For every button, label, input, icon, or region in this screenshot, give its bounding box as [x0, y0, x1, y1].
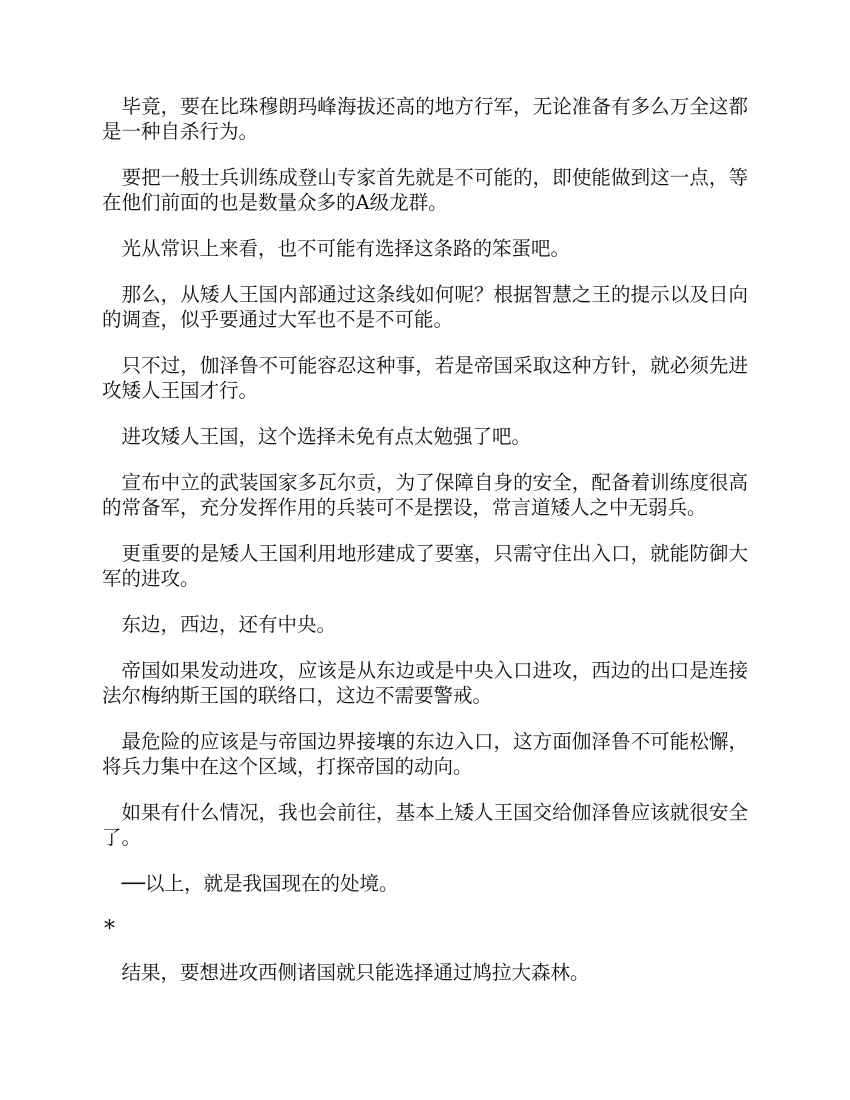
- paragraph: 宣布中立的武装国家多瓦尔贡，为了保障自身的安全，配备着训练度很高的常备军，充分发挥作用的兵装可不是摆设，常言道矮人之中无弱兵。: [102, 471, 748, 519]
- paragraph: 毕竟，要在比珠穆朗玛峰海拔还高的地方行军，无论准备有多么万全这都是一种自杀行为。: [102, 95, 748, 143]
- paragraph: 如果有什么情况，我也会前往，基本上矮人王国交给伽泽鲁应该就很安全了。: [102, 801, 748, 849]
- document-page: [102, 94, 748, 1006]
- paragraph: 东边，西边，还有中央。: [121, 613, 337, 636]
- paragraph: 要把一般士兵训练成登山专家首先就是不可能的，即使能做到这一点，等在他们前面的也是数量众多的A级龙群。: [102, 166, 748, 214]
- paragraph: 结果，要想进攻西侧诸国就只能选择通过鸠拉大森林。: [121, 961, 590, 984]
- paragraph: 更重要的是矮人王国利用地形建成了要塞，只需守住出入口，就能防御大军的进攻。: [102, 542, 748, 590]
- paragraph: 光从常识上来看，也不可能有选择这条路的笨蛋吧。: [121, 237, 571, 260]
- paragraph: 只不过，伽泽鲁不可能容忍这种事，若是帝国采取这种方针，就必须先进攻矮人王国才行。: [102, 354, 748, 402]
- paragraph: 那么，从矮人王国内部通过这条线如何呢？根据智慧之王的提示以及日向的调查，似乎要通过大军也不是不可能。: [102, 283, 748, 331]
- paragraph: ──以上，就是我国现在的处境。: [121, 872, 399, 895]
- paragraph: 帝国如果发动进攻，应该是从东边或是中央入口进攻，西边的出口是连接法尔梅纳斯王国的联络口，这边不需要警戒。: [102, 659, 748, 707]
- paragraph: 进攻矮人王国，这个选择未免有点太勉强了吧。: [121, 425, 532, 448]
- paragraph: 最危险的应该是与帝国边界接壤的东边入口，这方面伽泽鲁不可能松懈，将兵力集中在这个区域，打探帝国的动向。: [102, 730, 748, 778]
- scene-separator: *: [104, 917, 115, 942]
